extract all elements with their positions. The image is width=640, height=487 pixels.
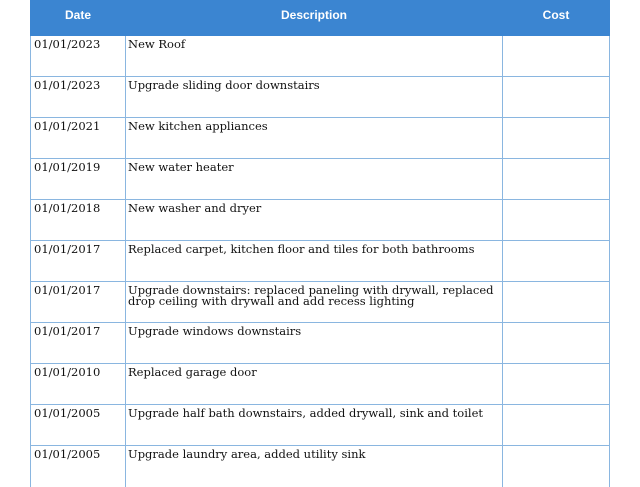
cell-description: Replaced garage door: [126, 364, 503, 405]
table-row: [31, 36, 610, 77]
table-row: [31, 159, 610, 200]
cell-description: New washer and dryer: [126, 200, 503, 241]
cell-description: Upgrade laundry area, added utility sink: [126, 446, 503, 487]
cell-date: 01/01/2017: [31, 282, 126, 323]
cell-date: 01/01/2010: [31, 364, 126, 405]
table-row: [31, 323, 610, 364]
cell-date: 01/01/2021: [31, 118, 126, 159]
header-description: Description: [126, 0, 503, 36]
cell-date: 01/01/2017: [31, 323, 126, 364]
cell-date: 01/01/2023: [31, 36, 126, 77]
cell-date: 01/01/2018: [31, 200, 126, 241]
table-row: [31, 241, 610, 282]
cell-description: Upgrade half bath downstairs, added drywall, sink and toilet: [126, 405, 503, 446]
cell-cost: [503, 405, 610, 446]
cell-date: 01/01/2005: [31, 405, 126, 446]
table-row: [31, 405, 610, 446]
table-row: [31, 282, 610, 323]
table-row: [31, 77, 610, 118]
table-row: [31, 200, 610, 241]
cell-description: New water heater: [126, 159, 503, 200]
cell-date: 01/01/2019: [31, 159, 126, 200]
cell-description: Upgrade sliding door downstairs: [126, 77, 503, 118]
cell-cost: [503, 241, 610, 282]
header-cost: Cost: [503, 0, 610, 36]
cell-date: 01/01/2017: [31, 241, 126, 282]
cell-description: Replaced carpet, kitchen floor and tiles for both bathrooms: [126, 241, 503, 282]
cell-cost: [503, 200, 610, 241]
header-date: Date: [31, 0, 126, 36]
cell-description: New kitchen appliances: [126, 118, 503, 159]
table-header-row: [31, 0, 610, 36]
cell-date: 01/01/2005: [31, 446, 126, 487]
table-row: [31, 364, 610, 405]
cell-cost: [503, 159, 610, 200]
cell-date: 01/01/2023: [31, 77, 126, 118]
cell-cost: [503, 118, 610, 159]
improvements-table: [30, 0, 610, 487]
cell-cost: [503, 446, 610, 487]
cell-cost: [503, 77, 610, 118]
cell-cost: [503, 364, 610, 405]
cell-description: Upgrade downstairs: replaced paneling with drywall, replaced drop ceiling with drywall and add recess lighting: [126, 282, 503, 323]
cell-cost: [503, 323, 610, 364]
cell-description: New Roof: [126, 36, 503, 77]
table-row: [31, 118, 610, 159]
cell-cost: [503, 282, 610, 323]
cell-cost: [503, 36, 610, 77]
table-row: [31, 446, 610, 487]
improvements-table-container: [30, 0, 609, 487]
cell-description: Upgrade windows downstairs: [126, 323, 503, 364]
